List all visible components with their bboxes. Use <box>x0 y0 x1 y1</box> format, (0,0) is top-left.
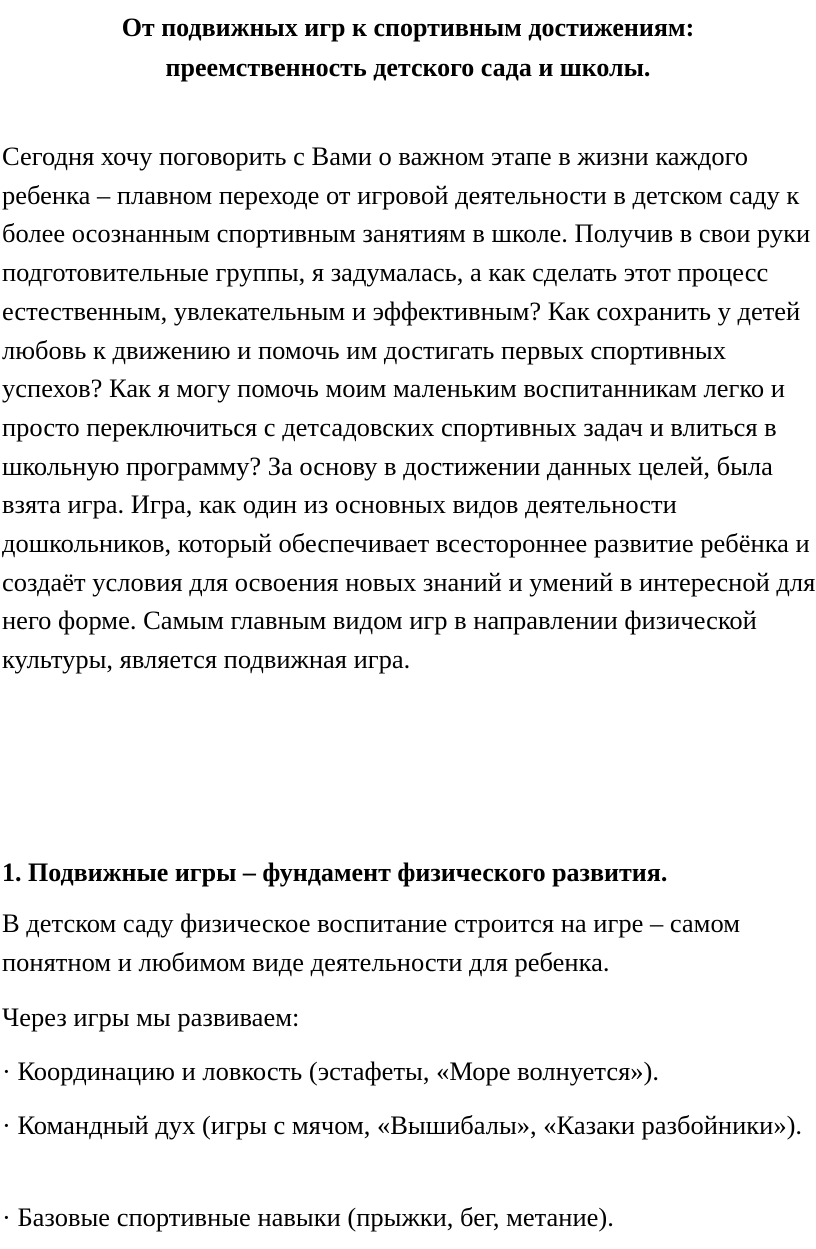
document-title <box>0 0 816 88</box>
section-paragraph: В детском саду физическое воспитание строится на игре – самом понятном и любимом виде деятельности для ребенка. <box>2 908 740 977</box>
section-paragraph: Через игры мы развиваем: <box>2 1002 300 1032</box>
title-line-2: преемственность детского сада и школы. <box>165 53 651 82</box>
bullet-item: · Координацию и ловкость (эстафеты, «Море волнуется»). <box>2 1056 659 1086</box>
bullet-item: · Базовые спортивные навыки (прыжки, бег, метание). <box>2 1202 614 1232</box>
title-line-1: От подвижных игр к спортивным достижениям: <box>121 13 695 42</box>
intro-paragraph: Сегодня хочу поговорить с Вами о важном этапе в жизни каждого ребенка – плавном переходе от игровой деятельности в детском саду к более осознанным спортивным занятиям в школе. Получив в свои руки подготовительные группы, я задумалась, а как сделать этот процесс естественным, увлекательным и эффективным? Как сохранить у детей любовь к движению и помочь им достигать первых спортивных успехов? Как я могу помочь моим маленьким воспитанникам легко и просто переключиться с детсадовских спортивных задач и влиться в школьную программу? За основу в достижении данных целей, была взята игра. Игра, как один из основных видов деятельности дошкольников, который обеспечивает всестороннее развитие ребёнка и создаёт условия для освоения новых знаний и умений в интересной для него форме. Самым главным видом игр в направлении физической культуры, является подвижная игра. <box>2 141 816 675</box>
bullet-item: · Командный дух (игры с мячом, «Вышибалы», «Казаки разбойники»). <box>2 1110 803 1140</box>
section-heading: 1. Подвижные игры – фундамент физического развития. <box>2 858 668 887</box>
